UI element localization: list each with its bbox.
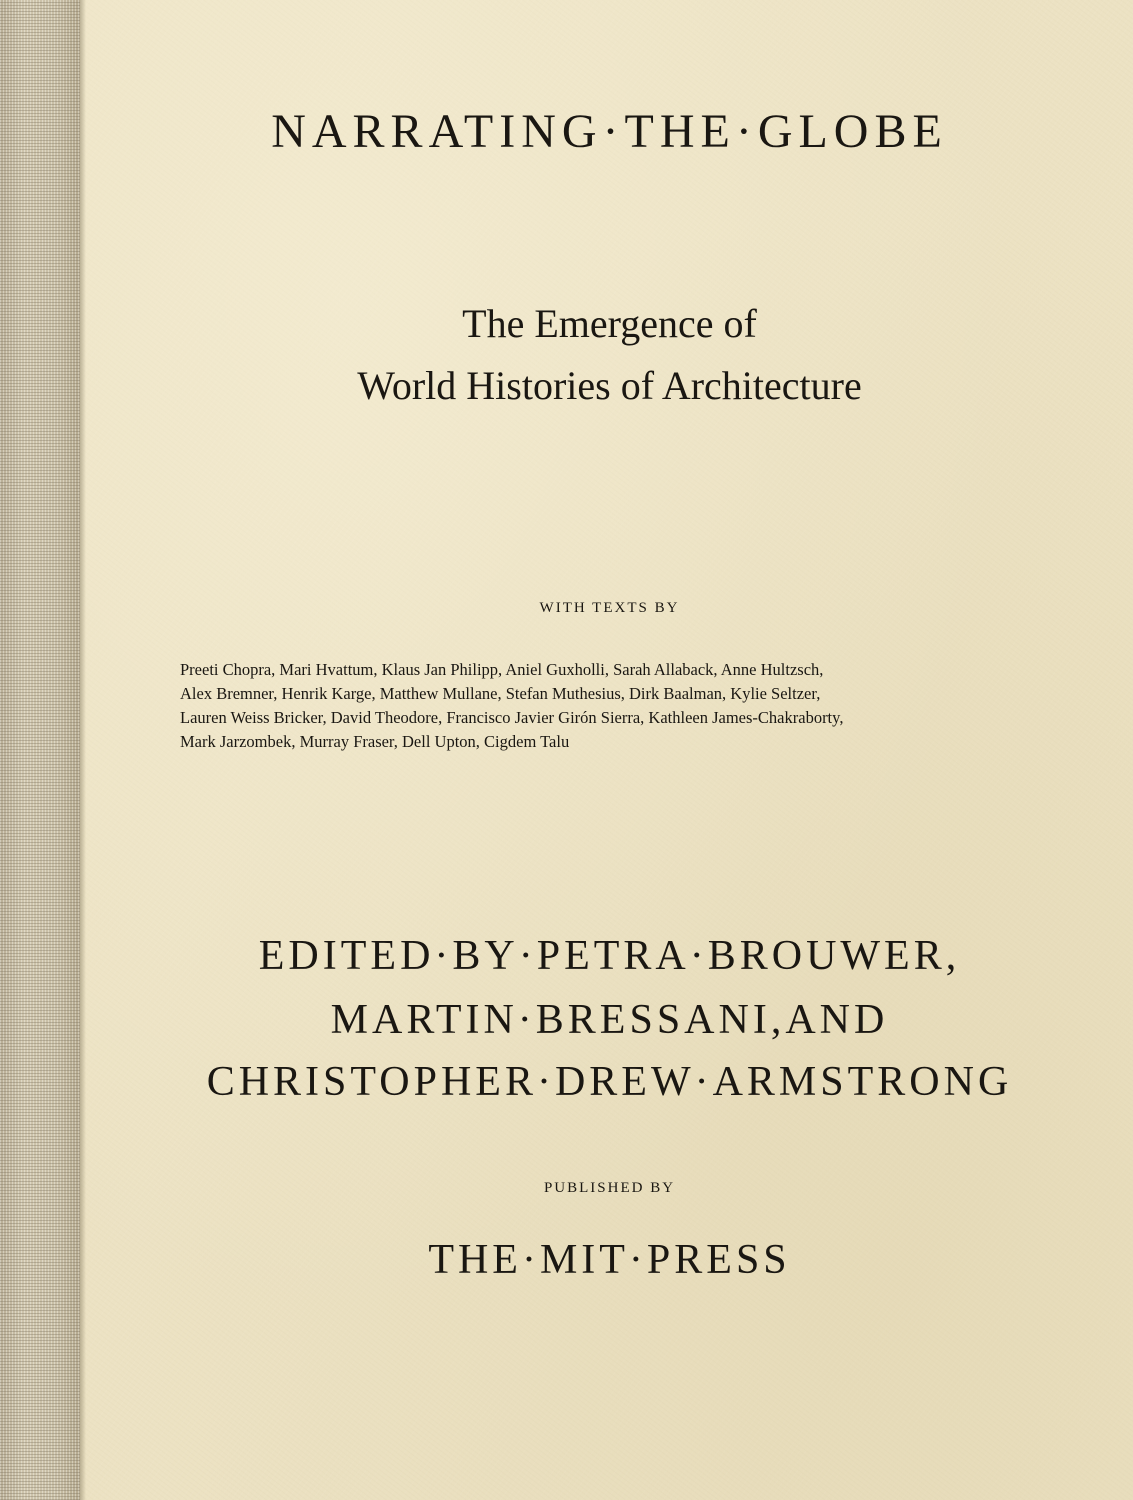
contributors-line-2: Alex Bremner, Henrik Karge, Matthew Mullane, Stefan Muthesius, Dirk Baalman, Kylie Seltzer, <box>180 684 821 703</box>
contributors-line-3: Lauren Weiss Bricker, David Theodore, Francisco Javier Girón Sierra, Kathleen James-Chakraborty, <box>180 708 844 727</box>
editors-line-1: EDITED·BY·PETRA·BROUWER, <box>258 933 961 979</box>
contributors-line-1: Preeti Chopra, Mari Hvattum, Klaus Jan Philipp, Aniel Guxholli, Sarah Allaback, Anne Hultzsch, <box>180 660 824 679</box>
subtitle-line-2: World Histories of Architecture <box>357 363 862 408</box>
with-texts-label: WITH TEXTS BY <box>539 600 680 616</box>
editors-line-3: CHRISTOPHER·DREW·ARMSTRONG <box>206 1059 1013 1105</box>
subtitle-line-1: The Emergence of <box>462 301 757 346</box>
publisher-name: THE·MIT·PRESS <box>428 1237 791 1283</box>
published-by-label: PUBLISHED BY <box>543 1180 676 1196</box>
cloth-spine <box>0 0 80 1500</box>
editors-line-2: MARTIN·BRESSANI,AND <box>330 997 889 1043</box>
contributors-line-4: Mark Jarzombek, Murray Fraser, Dell Upton, Cigdem Talu <box>180 732 570 751</box>
book-title: NARRATING·THE·GLOBE <box>271 105 948 158</box>
